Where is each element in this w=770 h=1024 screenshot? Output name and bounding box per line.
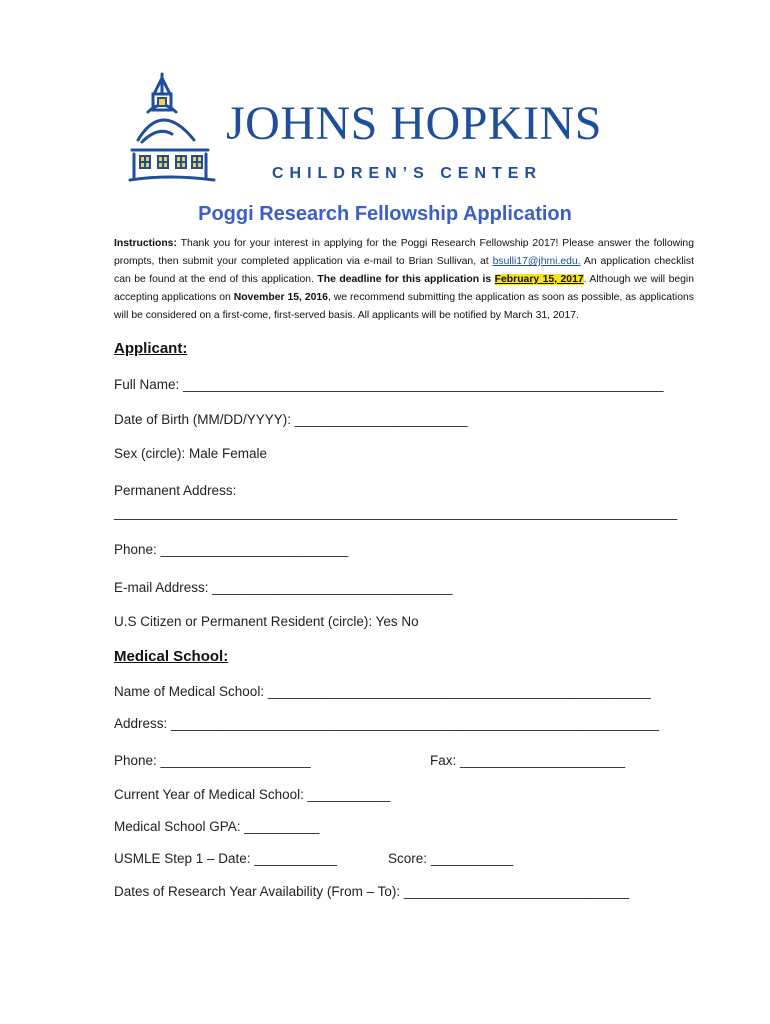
medical-school-fax-field[interactable]: Fax: ______________________ — [430, 753, 626, 768]
citizenship-field[interactable]: U.S Citizen or Permanent Resident (circle): Yes No — [114, 614, 419, 629]
instructions-text-3: . Although we will begin accepting applications on — [114, 274, 694, 303]
deadline-date: February 15, 2017 — [494, 274, 584, 285]
logo-subtitle: CHILDREN’S CENTER — [272, 165, 543, 182]
medical-school-name-field[interactable]: Name of Medical School: ___________________________________________________ — [114, 684, 651, 699]
dome-building-icon — [128, 70, 220, 188]
usmle-date-field[interactable]: USMLE Step 1 – Date: ___________ — [114, 851, 337, 866]
johns-hopkins-childrens-center-logo — [128, 70, 658, 190]
gpa-field[interactable]: Medical School GPA: __________ — [114, 819, 320, 834]
medical-school-heading: Medical School: — [114, 648, 229, 665]
instructions-paragraph — [114, 235, 694, 325]
begin-date: November 15, 2016 — [233, 292, 328, 303]
current-year-field[interactable]: Current Year of Medical School: ___________ — [114, 787, 391, 802]
logo-wordmark: JOHNS HOPKINS — [226, 97, 602, 150]
medical-school-phone-field[interactable]: Phone: ____________________ — [114, 753, 311, 768]
instructions-text-2: An application checklist can be found at the end of this application. — [114, 256, 694, 285]
research-availability-field[interactable]: Dates of Research Year Availability (From – To): ______________________________ — [114, 884, 630, 899]
applicant-heading: Applicant: — [114, 340, 188, 357]
instructions-text-1: Thank you for your interest in applying for the Poggi Research Fellowship 2017! Please answer the following prompts, then submit your completed application via e-mail to Brian Sullivan, at — [114, 238, 694, 267]
permanent-address-field[interactable]: ___________________________________________________________________________ — [114, 505, 678, 520]
applicant-phone-field[interactable]: Phone: _________________________ — [114, 542, 349, 557]
usmle-score-field[interactable]: Score: ___________ — [388, 851, 514, 866]
contact-email-link[interactable]: bsulli17@jhmi.edu. — [492, 256, 581, 267]
medical-school-address-field[interactable]: Address: _________________________________________________________________ — [114, 716, 660, 731]
instructions-label: Instructions: — [114, 238, 177, 249]
instructions-text-4: , we recommend submitting the application as soon as possible, as applications will be considered on a first-come, first-served basis. All applicants will be notified by March 31, 2017. — [114, 292, 694, 321]
permanent-address-label: Permanent Address: — [114, 483, 237, 498]
full-name-field[interactable]: Full Name: ________________________________________________________________ — [114, 377, 664, 392]
deadline-label: The deadline for this application is — [317, 274, 495, 285]
sex-field[interactable]: Sex (circle): Male Female — [114, 446, 268, 461]
date-of-birth-field[interactable]: Date of Birth (MM/DD/YYYY): _______________________ — [114, 412, 468, 427]
page-title: Poggi Research Fellowship Application — [198, 203, 572, 225]
email-address-field[interactable]: E-mail Address: ________________________________ — [114, 580, 453, 595]
